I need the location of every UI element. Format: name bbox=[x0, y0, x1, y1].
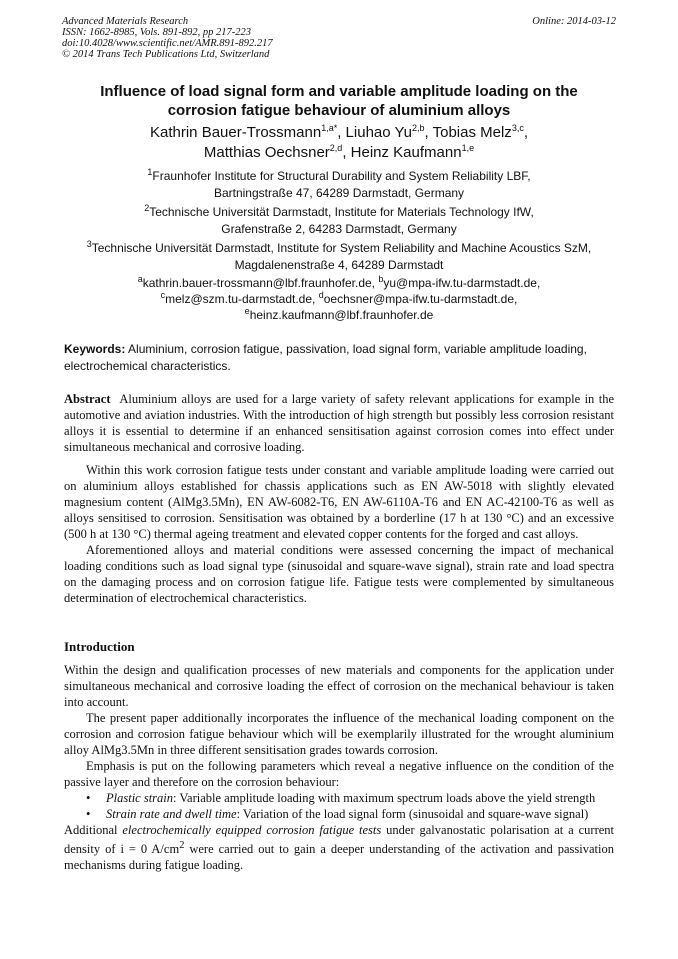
email-link[interactable]: yu@mpa-ifw.tu-darmstadt.de, bbox=[383, 276, 541, 290]
keywords bbox=[64, 341, 614, 375]
email-sup: c bbox=[160, 290, 166, 300]
intro-paragraph bbox=[64, 822, 614, 873]
author-name: Kathrin Bauer-Trossmann bbox=[150, 124, 322, 141]
doi-line: doi:10.4028/www.scientific.net/AMR.891-892.217 bbox=[62, 38, 273, 49]
author-sup: 2,b bbox=[412, 123, 425, 133]
keywords-label: Keywords: bbox=[64, 342, 126, 356]
email-link[interactable]: melz@szm.tu-darmstadt.de, bbox=[165, 292, 316, 306]
affiliation-sup: 1 bbox=[147, 167, 153, 177]
affiliation-1 bbox=[60, 168, 618, 202]
email-sup: e bbox=[244, 306, 250, 316]
intro-paragraph: Within the design and qualification processes of new materials and components for the application under simultaneous mechanical and corrosive loading the effect of corrosion on the mechanical behaviour is taken into account. bbox=[64, 663, 614, 709]
text-run: under galvanostatic polarisation at a current density of i = 0 A/cm bbox=[64, 823, 615, 857]
list-item bbox=[106, 806, 614, 822]
email-sup: b bbox=[378, 274, 384, 284]
issn-line: ISSN: 1662-8985, Vols. 891-892, pp 217-223 bbox=[62, 27, 251, 38]
author-name: Matthias Oechsner bbox=[203, 144, 330, 161]
affiliation-line: Magdalenenstraße 4, 64289 Darmstadt bbox=[234, 258, 444, 272]
list-term: Plastic strain bbox=[106, 791, 174, 805]
list-item bbox=[106, 790, 614, 806]
author-list: Kathrin Bauer-Trossmann$^{1,a*}$, Liuhao Yu$^{2,b}$, Tobias Melz$^{3,c}$, Matthias Oechsner$^{2,d}$, Heinz Kaufmann$^{1,e}$ bbox=[150, 123, 528, 161]
abstract-section bbox=[64, 391, 614, 606]
email-sup: d bbox=[318, 290, 324, 300]
email-sup: a bbox=[137, 274, 143, 284]
author-sup: 2,d bbox=[329, 143, 343, 153]
abstract-paragraph: Aforementioned alloys and material conditions were assessed concerning the impact of mechanical loading conditions such as load signal type (sinusoidal and square-wave signal), strain rate and load spectra on the damaging process and on corrosion fatigue life. Fatigue tests were complemented by simultaneous determination of electrochemical characteristics. bbox=[64, 543, 614, 605]
abstract-paragraph: Aluminium alloys are used for a large variety of safety relevant applications for example in the automotive and aviation industries. With the introduction of high strength but possibly less corrosion resistant alloys it is essential to determine if an enhanced sensitisation against corrosion comes into effect under simultaneous mechanical and corrosive loading. bbox=[64, 392, 615, 454]
list-term: Strain rate and dwell time bbox=[106, 807, 237, 821]
affiliation-line: Technische Universität Darmstadt, Institute for System Reliability and Machine Acoustics SzM, bbox=[91, 241, 592, 255]
intro-paragraph: The present paper additionally incorporates the influence of the mechanical loading component on the corrosion and corrosion fatigue behaviour which will be exemplarily illustrated for the wrought aluminium alloy AlMg3.5Mn in three different sensitisation grades towards corrosion. bbox=[64, 711, 614, 757]
text-run-italic: electrochemically equipped corrosion fatigue tests bbox=[122, 823, 382, 837]
text-sup: 2 bbox=[179, 840, 185, 851]
affiliation-sup: 2 bbox=[144, 203, 150, 213]
author-sup: 1,e bbox=[461, 143, 475, 153]
affiliation-line: Technische Universität Darmstadt, Institute for Materials Technology IfW, bbox=[149, 205, 534, 219]
text-run: were carried out to gain a deeper understanding of the activation and passivation mechanisms during fatigue loading. bbox=[64, 842, 615, 873]
affiliation-sup: 3 bbox=[86, 239, 92, 249]
text-run: Additional bbox=[64, 823, 123, 837]
keywords-text: Aluminium, corrosion fatigue, passivation, load signal form, variable amplitude loading, electrochemical characteristics. bbox=[64, 342, 587, 373]
email-link[interactable]: oechsner@mpa-ifw.tu-darmstadt.de, bbox=[323, 292, 518, 306]
online-date: Online: 2014-03-12 bbox=[532, 16, 616, 27]
paper-title: Influence of load signal form and variable amplitude loading on the corrosion fatigue behaviour of aluminium alloys bbox=[100, 83, 578, 119]
abstract-paragraph: Within this work corrosion fatigue tests under constant and variable amplitude loading were carried out on aluminium alloys established for chassis applications such as EN AW-5018 with slightly elevated magnesium content (AlMg3.5Mn), EN AW-6082-T6, EN AW-6110A-T6 and EN AC-42100-T6 as well as alloys sensitised to corrosion. Sensitisation was obtained by a borderline (17 h at 130 °C) and an excessive (500 h at 130 °C) thermal ageing treatment and elevated copper contents for the forged and cast alloys. bbox=[64, 463, 614, 541]
email-link[interactable]: heinz.kaufmann@lbf.fraunhofer.de bbox=[249, 308, 434, 322]
intro-paragraph: Emphasis is put on the following parameters which reveal a negative influence on the condition of the passive layer and therefore on the corrosion behaviour: bbox=[64, 759, 614, 789]
list-text: : Variable amplitude loading with maximum spectrum loads above the yield strength bbox=[173, 791, 596, 805]
affiliation-3 bbox=[60, 240, 618, 274]
author-sup: 1,a* bbox=[321, 123, 338, 133]
email-link[interactable]: kathrin.bauer-trossmann@lbf.fraunhofer.de, bbox=[142, 276, 376, 290]
author-name: Tobias Melz bbox=[432, 124, 512, 141]
list-text: : Variation of the load signal form (sinusoidal and square-wave signal) bbox=[236, 807, 589, 821]
author-name: Liuhao Yu bbox=[345, 124, 413, 141]
journal-name: Advanced Materials Research bbox=[62, 16, 189, 27]
author-sup: 3,c bbox=[511, 123, 524, 133]
affiliation-line: Bartningstraße 47, 64289 Darmstadt, Germany bbox=[213, 186, 465, 200]
introduction-section bbox=[64, 662, 614, 873]
affiliation-2 bbox=[60, 204, 618, 238]
parameter-list bbox=[64, 790, 614, 822]
abstract-label: Abstract bbox=[64, 392, 111, 406]
section-heading: Introduction bbox=[64, 639, 135, 654]
affiliation-line: Grafenstraße 2, 64283 Darmstadt, Germany bbox=[221, 222, 457, 236]
journal-header bbox=[62, 16, 616, 60]
email-list bbox=[60, 275, 618, 323]
author-name: Heinz Kaufmann bbox=[350, 144, 462, 161]
copyright-line: © 2014 Trans Tech Publications Ltd, Switzerland bbox=[62, 49, 270, 60]
affiliation-line: Fraunhofer Institute for Structural Durability and System Reliability LBF, bbox=[152, 169, 531, 183]
